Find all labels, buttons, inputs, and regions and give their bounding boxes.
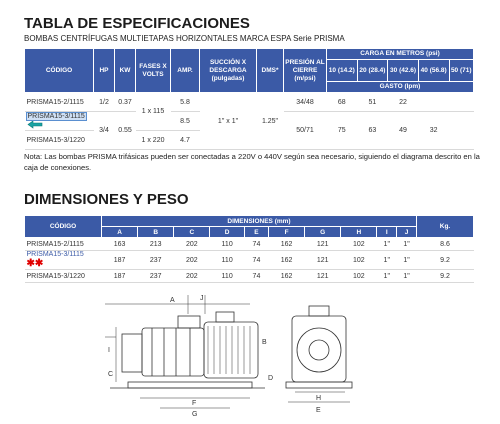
- col-gasto: GASTO (lpm): [327, 82, 474, 93]
- cell: 1": [397, 238, 417, 251]
- cell: 63: [357, 112, 388, 150]
- dim-label-g: G: [192, 411, 198, 418]
- dim-label-d: D: [268, 375, 274, 382]
- cell: [449, 93, 474, 112]
- cell: 1": [377, 251, 397, 270]
- table-row: [25, 93, 474, 112]
- dim-col: E: [244, 227, 268, 238]
- dims-title: DIMENSIONES Y PESO: [24, 191, 189, 208]
- cell: 50/71: [284, 112, 327, 150]
- row-code: [25, 112, 94, 131]
- dim-col: J: [397, 227, 417, 238]
- pump-dimension-drawing: [100, 292, 400, 420]
- col-amp: AMP.: [171, 49, 200, 93]
- col-codigo: CÓDIGO: [25, 49, 94, 93]
- dim-label-b: B: [262, 339, 267, 346]
- cell: 1" x 1": [200, 93, 257, 150]
- table-row: [25, 270, 474, 283]
- cell: 162: [269, 251, 305, 270]
- arrow-left-icon: [27, 120, 43, 129]
- cell: 110: [210, 238, 245, 251]
- dim-col: C: [174, 227, 210, 238]
- cell: 74: [244, 270, 268, 283]
- dim-col: H: [341, 227, 377, 238]
- selected-code: PRISMA15-3/1115: [27, 113, 85, 120]
- spec-table: [24, 48, 474, 150]
- dim-col: A: [102, 227, 138, 238]
- dim-label-f: F: [192, 400, 197, 407]
- cell: 9.2: [417, 270, 474, 283]
- carga-col: 20 (28.4): [357, 60, 388, 82]
- cell: 51: [357, 93, 388, 112]
- cell: 22: [388, 93, 419, 112]
- cell: 121: [305, 270, 341, 283]
- cell: 1": [377, 270, 397, 283]
- col-fases: FASES X VOLTS: [136, 49, 171, 93]
- cell: 237: [138, 270, 174, 283]
- star-icon: ✱✱: [26, 258, 44, 269]
- cell: 0.37: [115, 93, 136, 112]
- row-code: PRISMA15-3/1220: [25, 270, 102, 283]
- dim-label-e: E: [316, 407, 321, 414]
- carga-col: 40 (56.8): [418, 60, 449, 82]
- dim-label-a: A: [170, 297, 175, 304]
- cell: 202: [174, 270, 210, 283]
- carga-col: 50 (71): [449, 60, 474, 82]
- row-code: PRISMA15-3/1220: [25, 131, 94, 150]
- col-kg: Kg.: [417, 216, 474, 238]
- cell: 102: [341, 238, 377, 251]
- cell: 8.5: [171, 112, 200, 131]
- col-dms: DMS*: [257, 49, 284, 93]
- dim-col: F: [269, 227, 305, 238]
- cell: 75: [327, 112, 358, 150]
- cell: 237: [138, 251, 174, 270]
- carga-col: 10 (14.2): [327, 60, 358, 82]
- cell: 4.7: [171, 131, 200, 150]
- selected-code: PRISMA15-3/1115: [26, 251, 84, 258]
- cell: 9.2: [417, 251, 474, 270]
- col-carga: CARGA EN METROS (psi): [327, 49, 474, 60]
- spec-title: TABLA DE ESPECIFICACIONES: [24, 15, 250, 32]
- cell: 110: [210, 251, 245, 270]
- cell: 187: [102, 251, 138, 270]
- dim-col: G: [305, 227, 341, 238]
- col-kw: KW: [115, 49, 136, 93]
- cell: 1": [397, 270, 417, 283]
- cell: 1.25": [257, 93, 284, 150]
- dim-label-c: C: [108, 371, 114, 378]
- table-row: [25, 251, 474, 270]
- cell: 1": [377, 238, 397, 251]
- cell: 8.6: [417, 238, 474, 251]
- cell: 213: [138, 238, 174, 251]
- cell: 3/4: [94, 112, 115, 150]
- dims-table: [24, 215, 474, 283]
- cell: 121: [305, 238, 341, 251]
- dim-col: I: [377, 227, 397, 238]
- dim-label-h: H: [316, 395, 322, 402]
- col-succion: SUCCIÓN X DESCARGA (pulgadas): [200, 49, 257, 93]
- cell: 102: [341, 251, 377, 270]
- cell: [449, 112, 474, 150]
- cell: 202: [174, 251, 210, 270]
- dim-col: D: [210, 227, 245, 238]
- cell: 1 x 115: [136, 93, 171, 131]
- dim-label-i: I: [108, 347, 110, 354]
- cell: 187: [102, 270, 138, 283]
- cell: 121: [305, 251, 341, 270]
- col-dimensiones: DIMENSIONES (mm): [102, 216, 417, 227]
- row-code: PRISMA15-2/1115: [25, 238, 102, 251]
- cell: 1/2: [94, 93, 115, 112]
- cell: 32: [418, 112, 449, 150]
- cell: 163: [102, 238, 138, 251]
- dim-col: B: [138, 227, 174, 238]
- spec-subtitle: BOMBAS CENTRÍFUGAS MULTIETAPAS HORIZONTALES MARCA ESPA Serie PRISMA: [24, 34, 345, 43]
- row-code: [25, 251, 102, 270]
- cell: 5.8: [171, 93, 200, 112]
- cell: [418, 93, 449, 112]
- cell: 74: [244, 238, 268, 251]
- cell: 74: [244, 251, 268, 270]
- col-hp: HP: [94, 49, 115, 93]
- cell: 102: [341, 270, 377, 283]
- row-code: PRISMA15-2/1115: [25, 93, 94, 112]
- cell: 1": [397, 251, 417, 270]
- note-text: Nota: Las bombas PRISMA trifásicas pueden ser conectadas a 220V o 440V según sea necesario, siguiendo el diagrama descrito en la caja de conexiones.: [24, 152, 480, 172]
- carga-col: 30 (42.6): [388, 60, 419, 82]
- table-row: [25, 238, 474, 251]
- dim-label-j: J: [200, 295, 204, 302]
- cell: 0.55: [115, 112, 136, 150]
- cell: 1 x 220: [136, 131, 171, 150]
- col-codigo: CÓDIGO: [25, 216, 102, 238]
- cell: 162: [269, 238, 305, 251]
- cell: 68: [327, 93, 358, 112]
- cell: 49: [388, 112, 419, 150]
- col-presion: PRESIÓN AL CIERRE (m/psi): [284, 49, 327, 93]
- cell: 202: [174, 238, 210, 251]
- cell: 34/48: [284, 93, 327, 112]
- cell: 162: [269, 270, 305, 283]
- cell: 110: [210, 270, 245, 283]
